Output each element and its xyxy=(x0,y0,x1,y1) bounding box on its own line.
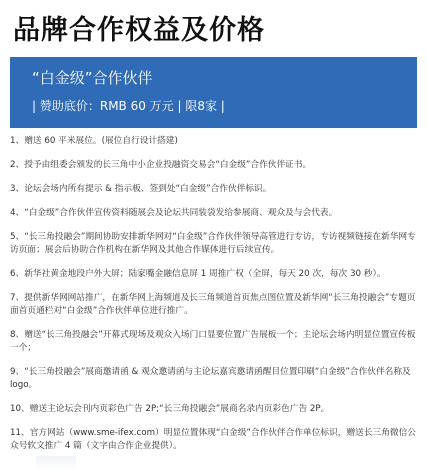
benefit-item-6: 6、新华社黄金地段户外大屏；陆家嘴金融信息屏 1 周推广权（全屏，每天 20 次，每次 30 秒）。 xyxy=(10,269,386,279)
benefit-item-3: 3、论坛会场内所有提示 & 指示板、签到处“白金级”合作伙伴标识。 xyxy=(10,184,272,194)
tier-title: “白金级”合作伙伴 xyxy=(32,69,153,87)
benefit-item-4: 4、“白金级”合作伙伴宣传资料随展会及论坛共同装袋发给参展商、观众及与会代表。 xyxy=(10,208,338,218)
benefit-item-7: 7、提供新华网网站推广，在新华网上海频道及长三角频道首页焦点图位置及新华网“长三角投融会”专题页面首页通栏对“白金级”合作伙伴单位进行推广。 xyxy=(10,293,416,316)
benefit-item-5: 5、“长三角投融会”期间协助安排新华网对“白金级”合作伙伴领导高管进行专访，专访视频链接在新华网专访页面；展会后协助合作机构在新华网及其他合作媒体进行后续宣传。 xyxy=(10,232,416,255)
benefit-item-8: 8、赠送“长三角投融会”开幕式现场及观众入场门口显要位置广告展板一个；主论坛会场内明显位置宣传板一个； xyxy=(10,330,416,353)
benefit-list xyxy=(10,135,417,464)
tier-price-line: | 赞助底价：RMB 60 万元 | 限8家 | xyxy=(32,99,225,113)
benefit-item-1: 1、赠送 60 平米展位。(展位自行设计搭建) xyxy=(10,136,178,146)
page-title: 品牌合作权益及价格 xyxy=(13,15,265,46)
benefit-item-10: 10、赠送主论坛会刊内页彩色广告 2P;“长三角投融会”展商名录内页彩色广告 2P。 xyxy=(10,404,330,414)
tier-banner xyxy=(10,57,417,128)
bottom-fade-decoration xyxy=(36,456,76,470)
benefit-item-11: 11、官方网站（www.sme-ifex.com）明显位置体现“白金级”合作伙伴合作单位标识，赠送长三角微信公众号软文推广 4 篇（文字由合作企业提供）。 xyxy=(10,428,416,451)
benefit-item-2: 2、授予由组委会颁发的长三角中小企业投融资交易会“白金级”合作伙伴证书。 xyxy=(10,160,312,170)
benefit-item-9: 9、“长三角投融会”展商邀请函 & 观众邀请函与主论坛嘉宾邀请函醒目位置印刷“白金级”合作伙伴名称及 logo。 xyxy=(10,367,411,390)
